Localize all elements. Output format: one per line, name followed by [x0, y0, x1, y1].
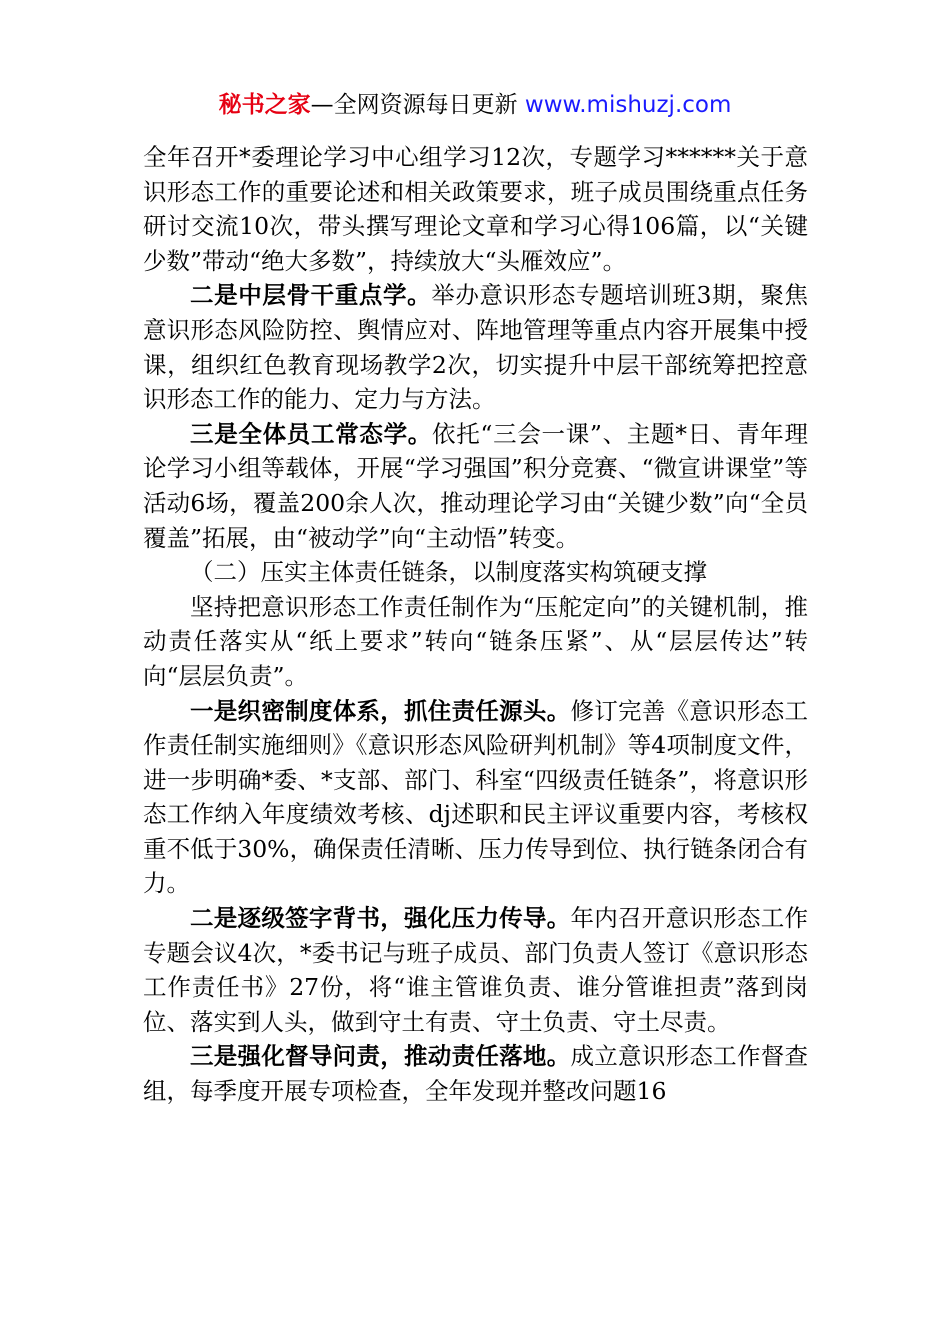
section-heading-text: （二）压实主体责任链条，以制度落实构筑硬支撑	[190, 558, 707, 587]
paragraph-2	[143, 278, 808, 416]
document-body	[143, 140, 808, 1109]
paragraph-6-lead: 一是织密制度体系，抓住责任源头。	[190, 696, 571, 725]
paragraph-7-text: 年内召开意识形态工作专题会议4次，*委书记与班子成员、部门负责人签订《意识形态工作责任书》27份，将“谁主管谁负责、谁分管谁担责”落到岗位、落实到人头，做到守土有责、守土负责、守土尽责。	[143, 904, 809, 1036]
paragraph-3-lead: 三是全体员工常态学。	[190, 419, 433, 448]
paragraph-8-lead: 三是强化督导问责，推动责任落地。	[190, 1042, 571, 1071]
paragraph-8	[143, 1039, 808, 1108]
paragraph-1	[143, 140, 808, 278]
paragraph-5	[143, 590, 808, 694]
paragraph-6	[143, 694, 808, 902]
paragraph-7-lead: 二是逐级签字背书，强化压力传导。	[190, 904, 571, 933]
paragraph-6-text: 修订完善《意识形态工作责任制实施细则》《意识形态风险研判机制》等4项制度文件，进一步明确*委、*支部、部门、科室“四级责任链条”，将意识形态工作纳入年度绩效考核、dj述职和民主评议重要内容，考核权重不低于30%，确保责任清晰、压力传导到位、执行链条闭合有力。	[143, 696, 809, 898]
page-header	[0, 88, 950, 122]
paragraph-5-text: 坚持把意识形态工作责任制作为“压舵定向”的关键机制，推动责任落实从“纸上要求”转向“链条压紧”、从“层层传达”转向“层层负责”。	[143, 592, 808, 690]
paragraph-3-text: 依托“三会一课”、主题*日、青年理论学习小组等载体，开展“学习强国”积分竞赛、“微宣讲课堂”等活动6场，覆盖200余人次，推动理论学习由“关键少数”向“全员覆盖”拓展，由“被动学”向“主动悟”转变。	[143, 419, 809, 552]
header-url-link[interactable]: www.mishuzj.com	[524, 92, 732, 118]
paragraph-3	[143, 417, 808, 555]
header-slogan: —全网资源每日更新	[310, 92, 525, 118]
paragraph-1-text: 全年召开*委理论学习中心组学习12次，专题学习******关于意识形态工作的重要论述和相关政策要求，班子成员围绕重点任务研讨交流10次，带头撰写理论文章和学习心得106篇，以“关键少数”带动“绝大多数”，持续放大“头雁效应”。	[143, 143, 808, 275]
header-brand: 秘书之家	[218, 92, 311, 118]
paragraph-7	[143, 901, 808, 1039]
paragraph-8-text: 成立意识形态工作督查组，每季度开展专项检查，全年发现并整改问题16	[143, 1042, 809, 1106]
paragraph-2-lead: 二是中层骨干重点学。	[190, 281, 432, 310]
paragraph-2-text: 举办意识形态专题培训班3期，聚焦意识形态风险防控、舆情应对、阵地管理等重点内容开展集中授课，组织红色教育现场教学2次，切实提升中层干部统筹把控意识形态工作的能力、定力与方法。	[143, 281, 808, 414]
section-heading	[143, 555, 808, 590]
